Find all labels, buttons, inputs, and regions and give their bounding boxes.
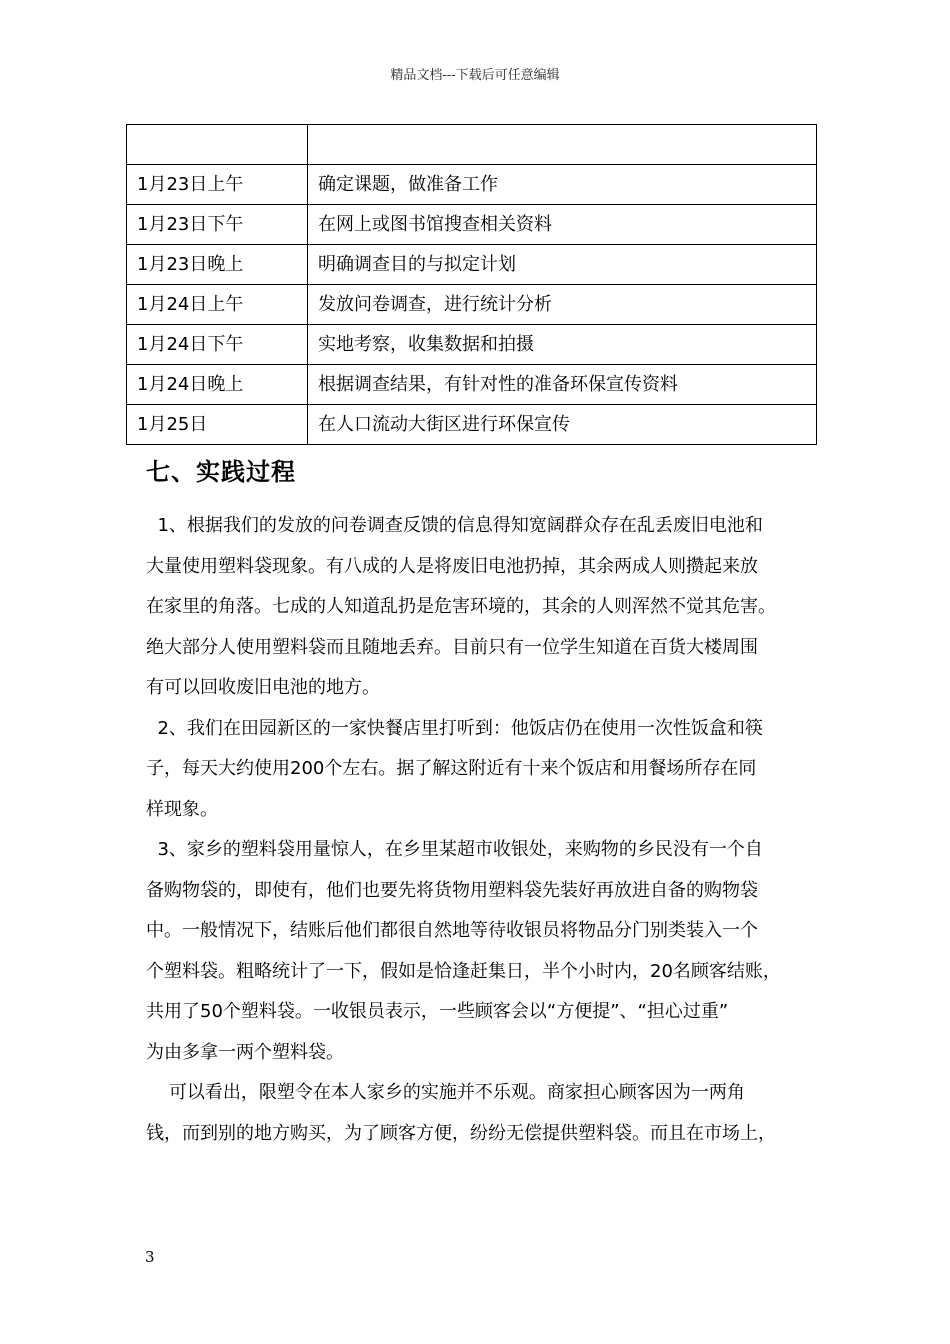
table-row bbox=[127, 325, 817, 365]
section-title: 七、实践过程 bbox=[146, 458, 296, 486]
table-row bbox=[127, 165, 817, 205]
task-cell: 在网上或图书馆搜查相关资料 bbox=[308, 205, 817, 245]
paragraph bbox=[146, 709, 824, 831]
schedule-table bbox=[126, 124, 817, 445]
table-row bbox=[127, 125, 817, 165]
table-row bbox=[127, 285, 817, 325]
task-cell bbox=[308, 125, 817, 165]
paragraph-line: 有可以回收废旧电池的地方。 bbox=[146, 677, 380, 698]
paragraph bbox=[146, 1073, 824, 1154]
paragraph-line: 钱，而到别的地方购买，为了顾客方便，纷纷无偿提供塑料袋。而且在市场上， bbox=[146, 1122, 776, 1144]
task-cell: 发放问卷调查，进行统计分析 bbox=[308, 285, 817, 325]
time-cell: 1月23日晚上 bbox=[127, 245, 308, 285]
paragraph-line: 样现象。 bbox=[146, 798, 218, 820]
table-row bbox=[127, 245, 817, 285]
body-text bbox=[146, 506, 824, 1154]
table-row bbox=[127, 205, 817, 245]
paragraph-line: 可以看出，限塑令在本人家乡的实施并不乐观。商家担心顾客因为一两角 bbox=[146, 1082, 745, 1103]
time-cell: 1月24日下午 bbox=[127, 325, 308, 365]
time-cell bbox=[127, 125, 308, 165]
time-cell: 1月23日下午 bbox=[127, 205, 308, 245]
task-cell: 确定课题，做准备工作 bbox=[308, 165, 817, 205]
paragraph-line: 备购物袋的，即使有，他们也要先将货物用塑料袋先装好再放进自备的购物袋 bbox=[146, 879, 758, 901]
time-cell: 1月23日上午 bbox=[127, 165, 308, 205]
paragraph bbox=[146, 506, 824, 709]
time-cell: 1月24日上午 bbox=[127, 285, 308, 325]
paragraph-line: 共用了50个塑料袋。一收银员表示，一些顾客会以“方便提”、“担心过重” bbox=[146, 1001, 729, 1022]
page-number: 3 bbox=[145, 1248, 155, 1266]
table-row bbox=[127, 365, 817, 405]
task-cell: 在人口流动大街区进行环保宣传 bbox=[308, 405, 817, 445]
task-cell: 实地考察，收集数据和拍摄 bbox=[308, 325, 817, 365]
time-cell: 1月25日 bbox=[127, 405, 308, 445]
paragraph-line: 2、我们在田园新区的一家快餐店里打听到：他饭店仍在使用一次性饭盒和筷 bbox=[146, 717, 763, 739]
task-cell: 明确调查目的与拟定计划 bbox=[308, 245, 817, 285]
paragraph-line: 个塑料袋。粗略统计了一下，假如是恰逢赶集日，半个小时内，20名顾客结账， bbox=[146, 960, 781, 982]
paragraph-line: 中。一般情况下，结账后他们都很自然地等待收银员将物品分门别类装入一个 bbox=[146, 920, 758, 941]
paragraph-line: 为由多拿一两个塑料袋。 bbox=[146, 1041, 344, 1063]
schedule-table-body bbox=[127, 125, 817, 445]
page-header: 精品文档---下载后可任意编辑 bbox=[390, 68, 560, 83]
time-cell: 1月24日晚上 bbox=[127, 365, 308, 405]
paragraph-line: 子，每天大约使用200个左右。据了解这附近有十来个饭店和用餐场所存在同 bbox=[146, 758, 757, 779]
task-cell: 根据调查结果，有针对性的准备环保宣传资料 bbox=[308, 365, 817, 405]
paragraph-line: 1、根据我们的发放的问卷调查反馈的信息得知宽阔群众存在乱丢废旧电池和 bbox=[146, 515, 763, 536]
paragraph-line: 大量使用塑料袋现象。有八成的人是将废旧电池扔掉，其余两成人则攒起来放 bbox=[146, 555, 758, 577]
paragraph bbox=[146, 830, 824, 1073]
paragraph-line: 绝大部分人使用塑料袋而且随地丢弃。目前只有一位学生知道在百货大楼周围 bbox=[146, 636, 758, 658]
table-row bbox=[127, 405, 817, 445]
paragraph-line: 3、家乡的塑料袋用量惊人，在乡里某超市收银处，来购物的乡民没有一个自 bbox=[146, 839, 763, 860]
paragraph-line: 在家里的角落。七成的人知道乱扔是危害环境的，其余的人则浑然不觉其危害。 bbox=[146, 596, 776, 617]
